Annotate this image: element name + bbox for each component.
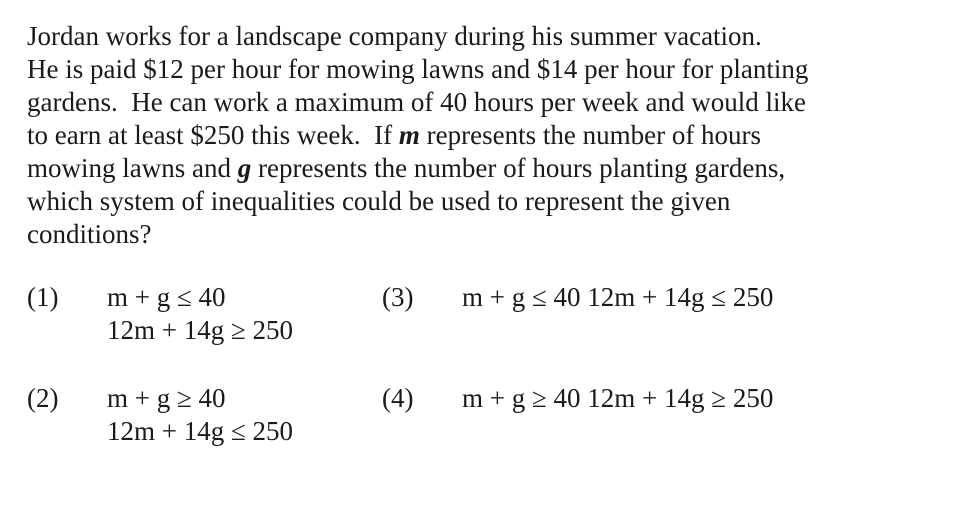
problem-line-5: [27, 152, 928, 185]
option-3: [382, 281, 773, 347]
option-4: [382, 382, 773, 448]
option-3-system: [462, 281, 773, 314]
problem-line-7: [27, 218, 928, 251]
option-2-inequality-2: 12m + 14g ≤ 250: [107, 416, 294, 446]
option-3-number: (3): [382, 282, 414, 312]
option-1-number: (1): [27, 282, 59, 312]
option-2-number: (2): [27, 383, 59, 413]
problem-text: to earn at least $250 this week. If: [27, 120, 399, 150]
problem-text: He is paid $12 per hour for mowing lawns and $14 per hour for planting: [27, 54, 809, 84]
problem-text: represents the number of hours planting gardens,: [251, 153, 786, 183]
variable-m: m: [398, 120, 420, 150]
problem-line-4: [27, 119, 928, 152]
option-4-inequality-1: m + g ≥ 40: [462, 383, 581, 413]
option-4-inequality-2: 12m + 14g ≥ 250: [587, 383, 774, 413]
problem-text: which system of inequalities could be used to represent the given: [27, 186, 731, 216]
problem-text: gardens. He can work a maximum of 40 hours per week and would like: [27, 87, 807, 117]
options-row-2: [27, 382, 928, 448]
problem-line-6: [27, 185, 928, 218]
option-2-system: [107, 382, 382, 448]
option-4-system: [462, 382, 773, 415]
option-4-number: (4): [382, 383, 414, 413]
option-2-inequality-1: m + g ≥ 40: [107, 383, 226, 413]
problem-text: mowing lawns and: [27, 153, 238, 183]
option-1-inequality-2: 12m + 14g ≥ 250: [107, 315, 294, 345]
problem-line-2: [27, 53, 928, 86]
problem-statement: [27, 20, 928, 251]
answer-options: [27, 281, 928, 448]
variable-g: g: [237, 153, 252, 183]
options-row-1: [27, 281, 928, 347]
problem-line-3: [27, 86, 928, 119]
option-1: [27, 281, 382, 347]
problem-text: Jordan works for a landscape company during his summer vacation.: [27, 21, 762, 51]
problem-line-1: [27, 20, 928, 53]
option-3-inequality-1: m + g ≤ 40: [462, 282, 581, 312]
option-2: [27, 382, 382, 448]
option-1-inequality-1: m + g ≤ 40: [107, 282, 226, 312]
problem-text: represents the number of hours: [419, 120, 762, 150]
option-1-system: [107, 281, 382, 347]
option-3-inequality-2: 12m + 14g ≤ 250: [587, 282, 774, 312]
problem-text: conditions?: [27, 219, 152, 249]
